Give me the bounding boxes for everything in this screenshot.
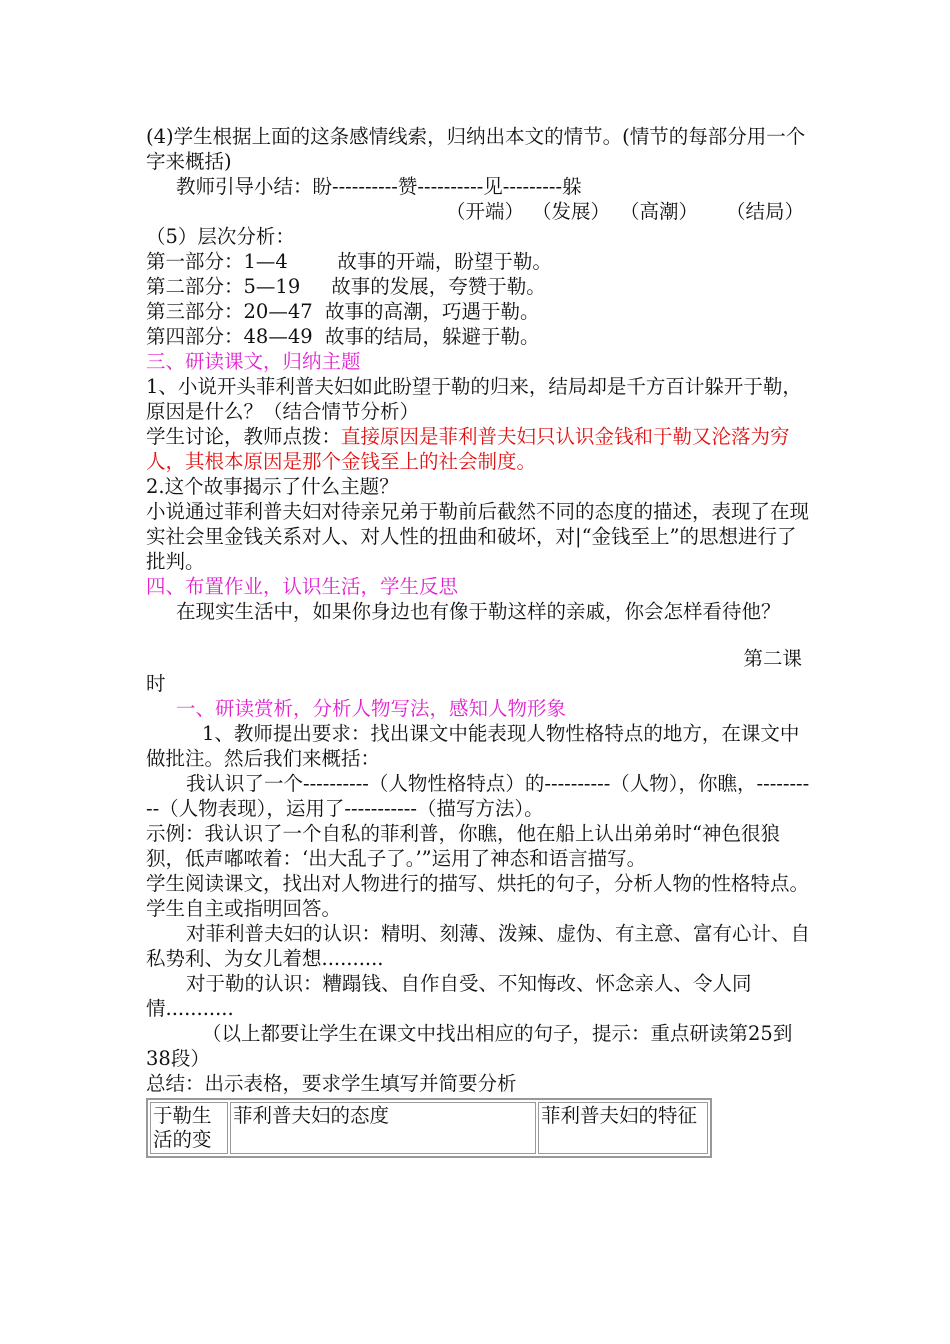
table-header-attitude: 菲利普夫妇的态度 — [230, 1102, 536, 1154]
summary-text: 总结：出示表格，要求学生填写并简要分析 — [146, 1072, 517, 1095]
plot-summary: 教师引导小结：盼----------赞----------见---------躲 — [176, 175, 582, 198]
document-page — [146, 124, 810, 1158]
level-item: 第二部分：5—19 故事的发展，夸赞于勒。 — [146, 275, 546, 298]
levels-title: （5）层次分析： — [146, 225, 295, 248]
plot-parts-row — [146, 199, 810, 224]
plot-part-development: （发展） — [532, 200, 611, 223]
jules-traits: 对于勒的认识：糟蹋钱、自作自受、不知悔改、怀念亲人、令人同情........... — [146, 972, 752, 1020]
plot-part-opening: （开端） — [446, 200, 525, 223]
lesson-2-heading-cont: 时 — [146, 672, 166, 695]
question-2: 2.这个故事揭示了什么主题？ — [146, 475, 399, 498]
table-header-jules: 于勒生活的变 — [150, 1102, 228, 1154]
activity-text: 学生阅读课文，找出对人物进行的描写、烘托的句子，分析人物的性格特点。 — [146, 872, 810, 895]
level-item: 第三部分：20—47 故事的高潮，巧遇于勒。 — [146, 300, 540, 323]
task-1: 1、教师提出要求：找出课文中能表现人物性格特点的地方，在课文中做批注。然后我们来概括： — [146, 722, 800, 770]
question-2-answer: 小说通过菲利普夫妇对待亲兄弟于勒前后截然不同的态度的描述，表现了在现实社会里金钱关系对人、对人性的扭曲和破坏，对|“金钱至上”的思想进行了批判。 — [146, 500, 810, 573]
section-4-heading: 四、布置作业，认识生活，学生反思 — [146, 575, 459, 598]
answer-highlight: 直接原因是菲利普夫妇只认识金钱和于勒又沦落为穷人，其根本原因是那个金钱至上的社会制度。 — [146, 425, 790, 473]
analysis-table — [146, 1098, 712, 1158]
question-1: 1、小说开头菲利普夫妇如此盼望于勒的归来，结局却是千方百计躲开于勒，原因是什么？（结合情节分析） — [146, 375, 802, 423]
lesson-2-heading: 第二课 — [743, 647, 802, 670]
section-3-heading: 三、研读课文，归纳主题 — [146, 350, 361, 373]
answer-prefix: 学生讨论，教师点拨： — [146, 425, 342, 448]
table-header-traits: 菲利普夫妇的特征 — [538, 1102, 708, 1154]
plot-part-ending: （结局） — [726, 200, 805, 223]
example-text: 示例：我认识了一个自私的菲利普，你瞧，他在船上认出弟弟时“神色很狼狈，低声嘟哝着：‘出大乱子了。’”运用了神态和语言描写。 — [146, 822, 780, 870]
step-4-paragraph: (4)学生根据上面的这条感情线索，归纳出本文的情节。(情节的每部分用一个字来概括) — [146, 125, 806, 173]
answer-mode: 学生自主或指明回答。 — [146, 897, 342, 920]
lesson-2-section-1-heading: 一、研读赏析，分析人物写法，感知人物形象 — [176, 697, 567, 720]
table-row — [150, 1102, 708, 1154]
question-1-answer — [146, 424, 810, 474]
homework-text: 在现实生活中，如果你身边也有像于勒这样的亲戚，你会怎样看待他？ — [176, 600, 781, 623]
note-text: （以上都要让学生在课文中找出相应的句子，提示：重点研读第25到38段） — [146, 1022, 793, 1070]
level-item: 第一部分：1—4 故事的开端，盼望于勒。 — [146, 250, 552, 273]
philippe-traits: 对菲利普夫妇的认识：精明、刻薄、泼辣、虚伪、有主意、富有心计、自私势利、为女儿着想.......... — [146, 922, 811, 970]
plot-part-climax: （高潮） — [620, 200, 699, 223]
fill-in-template: 我认识了一个----------（人物性格特点）的----------（人物），你瞧，----------（人物表现），运用了-----------（描写方法）。 — [146, 772, 810, 820]
level-item: 第四部分：48—49 故事的结局，躲避于勒。 — [146, 325, 540, 348]
